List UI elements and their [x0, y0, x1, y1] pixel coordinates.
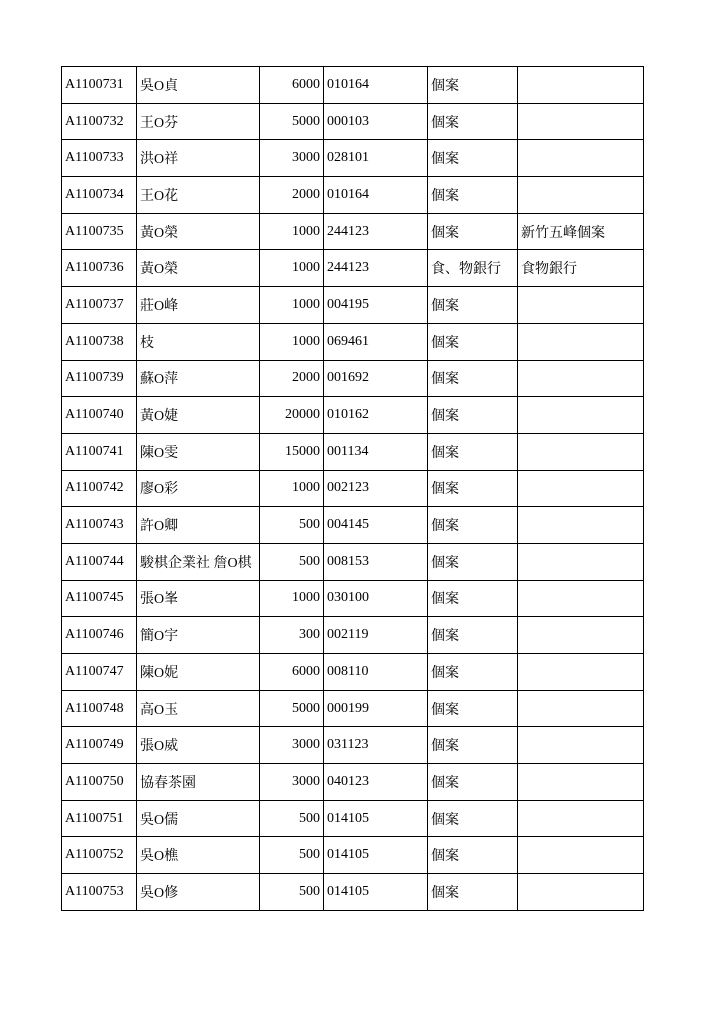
table-row	[62, 213, 644, 250]
code-cell: 031123	[324, 727, 428, 764]
note-cell	[518, 103, 644, 140]
type-cell: 個案	[428, 800, 518, 837]
note-cell: 食物銀行	[518, 250, 644, 287]
table-row	[62, 837, 644, 874]
donor-name-cell: 吳O樵	[137, 837, 260, 874]
receipt-id-cell: A1100745	[62, 580, 137, 617]
donor-name-cell: 枝	[137, 323, 260, 360]
donor-name-cell: 陳O雯	[137, 433, 260, 470]
receipt-id-cell: A1100743	[62, 507, 137, 544]
table-row	[62, 690, 644, 727]
amount-cell: 1000	[260, 250, 324, 287]
amount-cell: 1000	[260, 213, 324, 250]
type-cell: 個案	[428, 470, 518, 507]
note-cell	[518, 580, 644, 617]
type-cell: 個案	[428, 580, 518, 617]
amount-cell: 2000	[260, 360, 324, 397]
table-row	[62, 654, 644, 691]
receipt-id-cell: A1100735	[62, 213, 137, 250]
note-cell	[518, 837, 644, 874]
donor-name-cell: 簡O宇	[137, 617, 260, 654]
donor-name-cell: 黃O婕	[137, 397, 260, 434]
receipt-id-cell: A1100751	[62, 800, 137, 837]
amount-cell: 5000	[260, 103, 324, 140]
donor-name-cell: 廖O彩	[137, 470, 260, 507]
note-cell	[518, 287, 644, 324]
receipt-id-cell: A1100746	[62, 617, 137, 654]
code-cell: 244123	[324, 213, 428, 250]
amount-cell: 500	[260, 874, 324, 911]
type-cell: 個案	[428, 617, 518, 654]
receipt-id-cell: A1100749	[62, 727, 137, 764]
note-cell	[518, 874, 644, 911]
note-cell	[518, 617, 644, 654]
amount-cell: 500	[260, 837, 324, 874]
table-row	[62, 177, 644, 214]
code-cell: 010164	[324, 177, 428, 214]
receipt-id-cell: A1100736	[62, 250, 137, 287]
type-cell: 個案	[428, 874, 518, 911]
note-cell	[518, 690, 644, 727]
note-cell	[518, 360, 644, 397]
receipt-id-cell: A1100731	[62, 67, 137, 104]
donor-name-cell: 黃O榮	[137, 250, 260, 287]
code-cell: 000199	[324, 690, 428, 727]
amount-cell: 3000	[260, 140, 324, 177]
note-cell	[518, 323, 644, 360]
type-cell: 個案	[428, 177, 518, 214]
table-row	[62, 580, 644, 617]
receipt-id-cell: A1100732	[62, 103, 137, 140]
table-row	[62, 727, 644, 764]
code-cell: 002123	[324, 470, 428, 507]
donor-name-cell: 張O峯	[137, 580, 260, 617]
amount-cell: 2000	[260, 177, 324, 214]
donor-name-cell: 駿棋企業社 詹O棋	[137, 543, 260, 580]
amount-cell: 500	[260, 800, 324, 837]
table-row	[62, 543, 644, 580]
note-cell	[518, 140, 644, 177]
receipt-id-cell: A1100737	[62, 287, 137, 324]
amount-cell: 500	[260, 507, 324, 544]
note-cell	[518, 433, 644, 470]
code-cell: 028101	[324, 140, 428, 177]
type-cell: 個案	[428, 360, 518, 397]
amount-cell: 1000	[260, 323, 324, 360]
donor-name-cell: 王O芬	[137, 103, 260, 140]
table-row	[62, 764, 644, 801]
donor-name-cell: 吳O儒	[137, 800, 260, 837]
type-cell: 個案	[428, 287, 518, 324]
code-cell: 004195	[324, 287, 428, 324]
code-cell: 004145	[324, 507, 428, 544]
receipt-id-cell: A1100739	[62, 360, 137, 397]
amount-cell: 20000	[260, 397, 324, 434]
table-row	[62, 323, 644, 360]
table-row	[62, 103, 644, 140]
table-row	[62, 140, 644, 177]
type-cell: 食、物銀行	[428, 250, 518, 287]
note-cell	[518, 654, 644, 691]
amount-cell: 5000	[260, 690, 324, 727]
table-row	[62, 800, 644, 837]
donor-name-cell: 吳O貞	[137, 67, 260, 104]
code-cell: 001134	[324, 433, 428, 470]
amount-cell: 500	[260, 543, 324, 580]
code-cell: 008153	[324, 543, 428, 580]
receipt-id-cell: A1100741	[62, 433, 137, 470]
type-cell: 個案	[428, 140, 518, 177]
type-cell: 個案	[428, 690, 518, 727]
receipt-id-cell: A1100742	[62, 470, 137, 507]
amount-cell: 3000	[260, 727, 324, 764]
code-cell: 244123	[324, 250, 428, 287]
receipt-id-cell: A1100734	[62, 177, 137, 214]
donor-name-cell: 協春茶園	[137, 764, 260, 801]
code-cell: 010162	[324, 397, 428, 434]
type-cell: 個案	[428, 67, 518, 104]
amount-cell: 1000	[260, 470, 324, 507]
code-cell: 030100	[324, 580, 428, 617]
donor-name-cell: 高O玉	[137, 690, 260, 727]
donor-name-cell: 黃O榮	[137, 213, 260, 250]
amount-cell: 1000	[260, 580, 324, 617]
note-cell	[518, 727, 644, 764]
code-cell: 069461	[324, 323, 428, 360]
note-cell	[518, 470, 644, 507]
donor-name-cell: 許O卿	[137, 507, 260, 544]
receipt-id-cell: A1100750	[62, 764, 137, 801]
table-row	[62, 250, 644, 287]
amount-cell: 6000	[260, 654, 324, 691]
note-cell	[518, 177, 644, 214]
table-row	[62, 397, 644, 434]
code-cell: 014105	[324, 800, 428, 837]
code-cell: 040123	[324, 764, 428, 801]
code-cell: 010164	[324, 67, 428, 104]
donor-name-cell: 莊O峰	[137, 287, 260, 324]
amount-cell: 6000	[260, 67, 324, 104]
note-cell	[518, 507, 644, 544]
donor-name-cell: 張O威	[137, 727, 260, 764]
type-cell: 個案	[428, 727, 518, 764]
donor-name-cell: 陳O妮	[137, 654, 260, 691]
donor-name-cell: 蘇O萍	[137, 360, 260, 397]
code-cell: 000103	[324, 103, 428, 140]
note-cell	[518, 800, 644, 837]
receipt-id-cell: A1100753	[62, 874, 137, 911]
type-cell: 個案	[428, 323, 518, 360]
donor-name-cell: 王O花	[137, 177, 260, 214]
type-cell: 個案	[428, 543, 518, 580]
donation-table-body	[62, 67, 644, 911]
type-cell: 個案	[428, 213, 518, 250]
code-cell: 014105	[324, 874, 428, 911]
code-cell: 008110	[324, 654, 428, 691]
table-row	[62, 67, 644, 104]
receipt-id-cell: A1100733	[62, 140, 137, 177]
table-row	[62, 433, 644, 470]
note-cell: 新竹五峰個案	[518, 213, 644, 250]
receipt-id-cell: A1100738	[62, 323, 137, 360]
type-cell: 個案	[428, 103, 518, 140]
receipt-id-cell: A1100752	[62, 837, 137, 874]
amount-cell: 300	[260, 617, 324, 654]
donor-name-cell: 洪O祥	[137, 140, 260, 177]
receipt-id-cell: A1100748	[62, 690, 137, 727]
type-cell: 個案	[428, 433, 518, 470]
code-cell: 001692	[324, 360, 428, 397]
donor-name-cell: 吳O修	[137, 874, 260, 911]
table-row	[62, 874, 644, 911]
type-cell: 個案	[428, 764, 518, 801]
note-cell	[518, 67, 644, 104]
note-cell	[518, 764, 644, 801]
receipt-id-cell: A1100747	[62, 654, 137, 691]
amount-cell: 15000	[260, 433, 324, 470]
code-cell: 002119	[324, 617, 428, 654]
note-cell	[518, 543, 644, 580]
code-cell: 014105	[324, 837, 428, 874]
donation-table	[61, 66, 644, 911]
table-row	[62, 507, 644, 544]
receipt-id-cell: A1100744	[62, 543, 137, 580]
table-row	[62, 470, 644, 507]
type-cell: 個案	[428, 507, 518, 544]
type-cell: 個案	[428, 654, 518, 691]
amount-cell: 1000	[260, 287, 324, 324]
type-cell: 個案	[428, 397, 518, 434]
table-row	[62, 287, 644, 324]
table-row	[62, 617, 644, 654]
note-cell	[518, 397, 644, 434]
amount-cell: 3000	[260, 764, 324, 801]
table-row	[62, 360, 644, 397]
receipt-id-cell: A1100740	[62, 397, 137, 434]
type-cell: 個案	[428, 837, 518, 874]
